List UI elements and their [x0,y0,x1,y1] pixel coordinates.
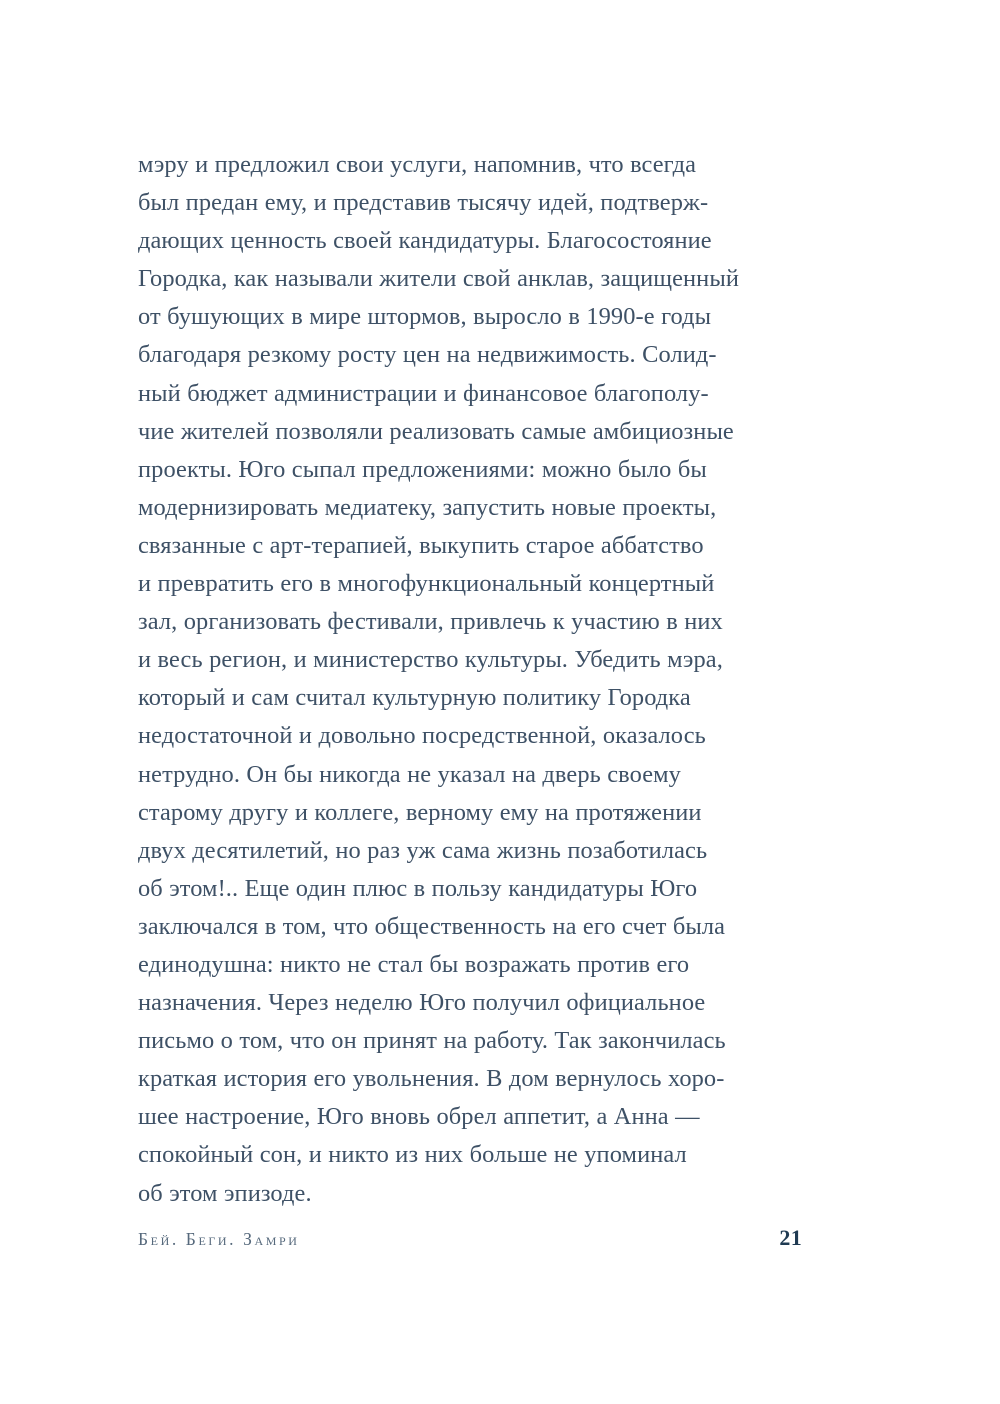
text-line: модернизировать медиатеку, запустить новые проекты, [138,493,717,521]
text-line: шее настроение, Юго вновь обрел аппетит, а Анна — [138,1103,700,1131]
body-text-column [138,146,802,1213]
text-line: Городка, как называли жители свой анклав, защищенный [138,265,739,293]
text-line: об этом!.. Еще один плюс в пользу кандидатуры Юго [138,874,698,902]
text-line: и превратить его в многофункциональный концертный [138,570,715,598]
text-line: чие жителей позволяли реализовать самые амбициозные [138,417,734,445]
text-line: зал, организовать фестивали, привлечь к участию в них [138,608,723,636]
text-line: назначения. Через неделю Юго получил официальное [138,989,706,1017]
text-line: дающих ценность своей кандидатуры. Благосостояние [138,227,712,255]
text-line: от бушующих в мире штормов, выросло в 1990-е годы [138,303,712,331]
text-line: ный бюджет администрации и финансовое благополу- [138,379,709,407]
text-line: благодаря резкому росту цен на недвижимость. Солид- [138,341,717,369]
text-line: старому другу и коллеге, верному ему на протяжении [138,798,702,826]
text-line: единодушна: никто не стал бы возражать против его [138,950,690,978]
text-line: мэру и предложил свои услуги, напомнив, что всегда [138,151,697,178]
text-line: об этом эпизоде. [138,1179,312,1207]
page-footer [138,1225,802,1262]
text-line: недостаточной и довольно посредственной, оказалось [138,722,706,750]
text-line: связанные с арт-терапией, выкупить старое аббатство [138,531,704,559]
text-line: нетрудно. Он бы никогда не указал на дверь своему [138,760,681,788]
text-line: который и сам считал культурную политику Городка [138,684,691,712]
text-line: заключался в том, что общественность на его счет была [138,912,726,940]
text-line: проекты. Юго сыпал предложениями: можно было бы [138,455,707,483]
text-line: двух десятилетий, но раз уж сама жизнь позаботилась [138,836,708,864]
footer-book-title: Бей. Беги. Замри [138,1229,300,1249]
page-number: 21 [779,1225,802,1250]
text-line: и весь регион, и министерство культуры. Убедить мэра, [138,646,723,674]
text-line: краткая история его увольнения. В дом вернулось хоро- [138,1065,725,1093]
text-line: был предан ему, и представив тысячу идей, подтверж- [138,189,709,217]
text-line: письмо о том, что он принят на работу. Так закончилась [138,1027,726,1055]
body-paragraph [138,146,802,1213]
text-line: спокойный сон, и никто из них больше не упоминал [138,1141,687,1169]
